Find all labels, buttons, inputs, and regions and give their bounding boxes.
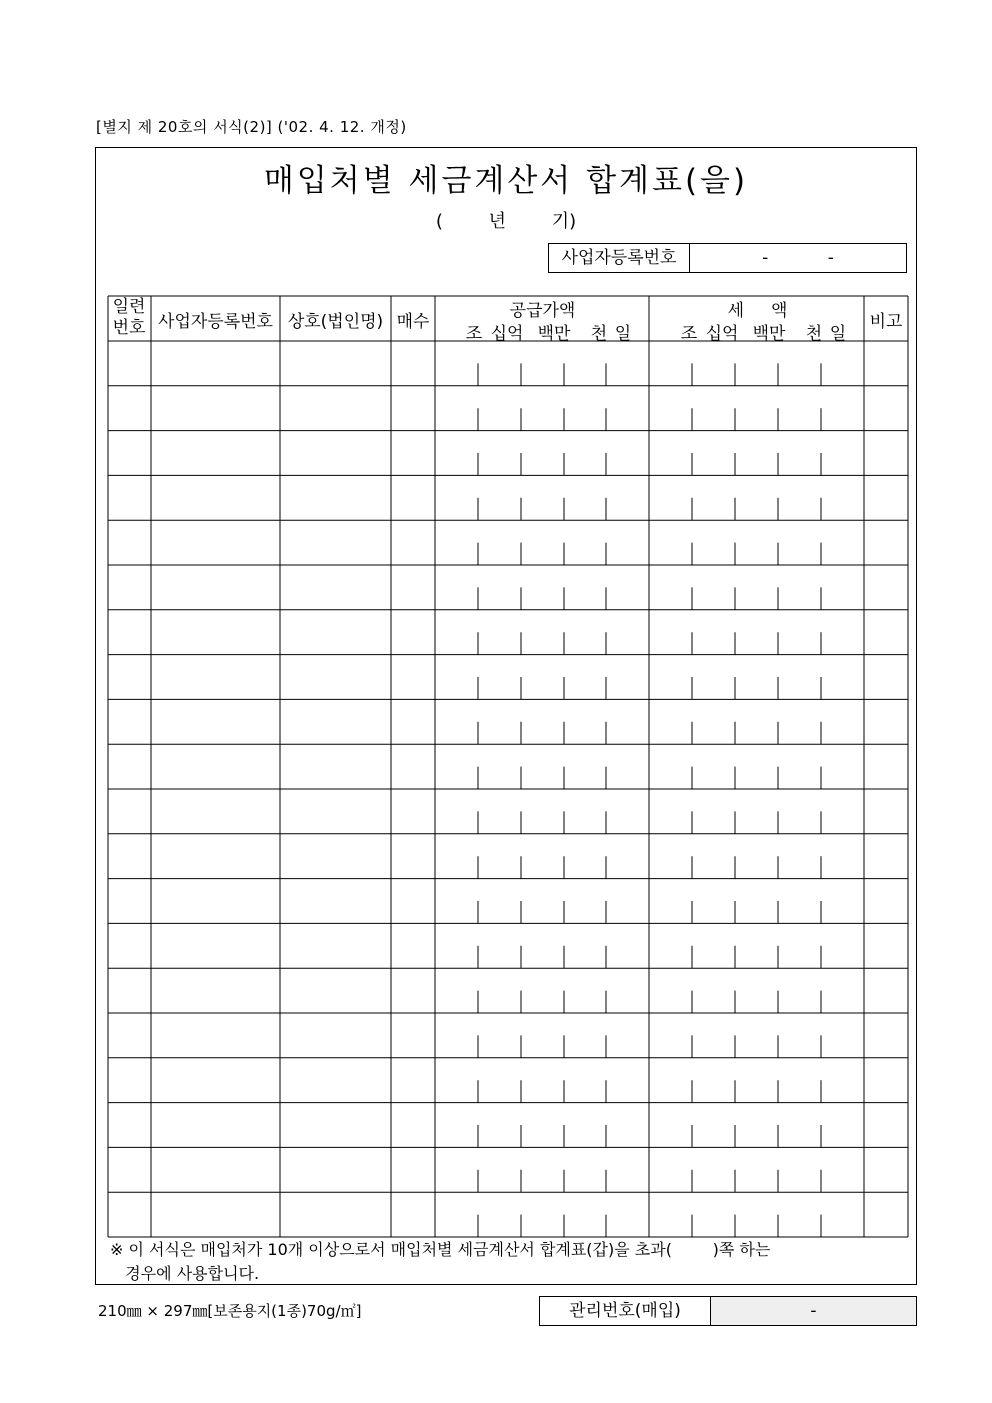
col-company-header: 상호(법인명) — [287, 312, 384, 332]
business-registration-label: 사업자등록번호 — [549, 244, 690, 272]
supply-unit-label: 천 — [590, 324, 608, 344]
footnote: ※ 이 서식은 매입처가 10개 이상으로서 매입처별 세금계산서 합계표(갑)을 초과( )쪽 하는 경우에 사용합니다. — [110, 1240, 771, 1283]
col-serial-line1: 일련 — [112, 297, 146, 317]
tax-unit-label: 일 — [829, 324, 847, 344]
period-field[interactable]: ( 년 기) — [435, 211, 577, 232]
supply-unit-label: 십억 — [490, 324, 524, 344]
management-number-box — [539, 1296, 917, 1326]
management-number-input[interactable]: - — [711, 1297, 916, 1325]
page-title: 매입처별 세금계산서 합계표(을) — [263, 163, 749, 199]
col-biz-no-header: 사업자등록번호 — [158, 312, 273, 332]
supply-unit-label: 조 — [465, 324, 483, 344]
tax-unit-label: 천 — [805, 324, 823, 344]
tax-unit-label: 십억 — [705, 324, 739, 344]
paper-size-note: 210㎜ × 297㎜[보존용지(1종)70g/㎡] — [98, 1302, 362, 1320]
management-number-label: 관리번호(매입) — [540, 1297, 711, 1325]
tax-unit-label: 조 — [680, 324, 698, 344]
supply-amount-header: 공급가액 — [509, 301, 576, 321]
col-serial-header — [108, 297, 150, 339]
col-count-header: 매수 — [396, 312, 430, 332]
business-registration-input[interactable]: - - — [762, 248, 834, 268]
tax-amount-header: 세 액 — [727, 301, 788, 321]
supply-unit-label: 일 — [614, 324, 632, 344]
form-reference: [별지 제 20호의 서식(2)] ('02. 4. 12. 개정) — [96, 118, 407, 136]
col-serial-line2: 번호 — [112, 318, 146, 338]
col-remarks-header: 비고 — [869, 312, 903, 332]
tax-unit-label: 백만 — [752, 324, 786, 344]
supply-unit-label: 백만 — [537, 324, 571, 344]
